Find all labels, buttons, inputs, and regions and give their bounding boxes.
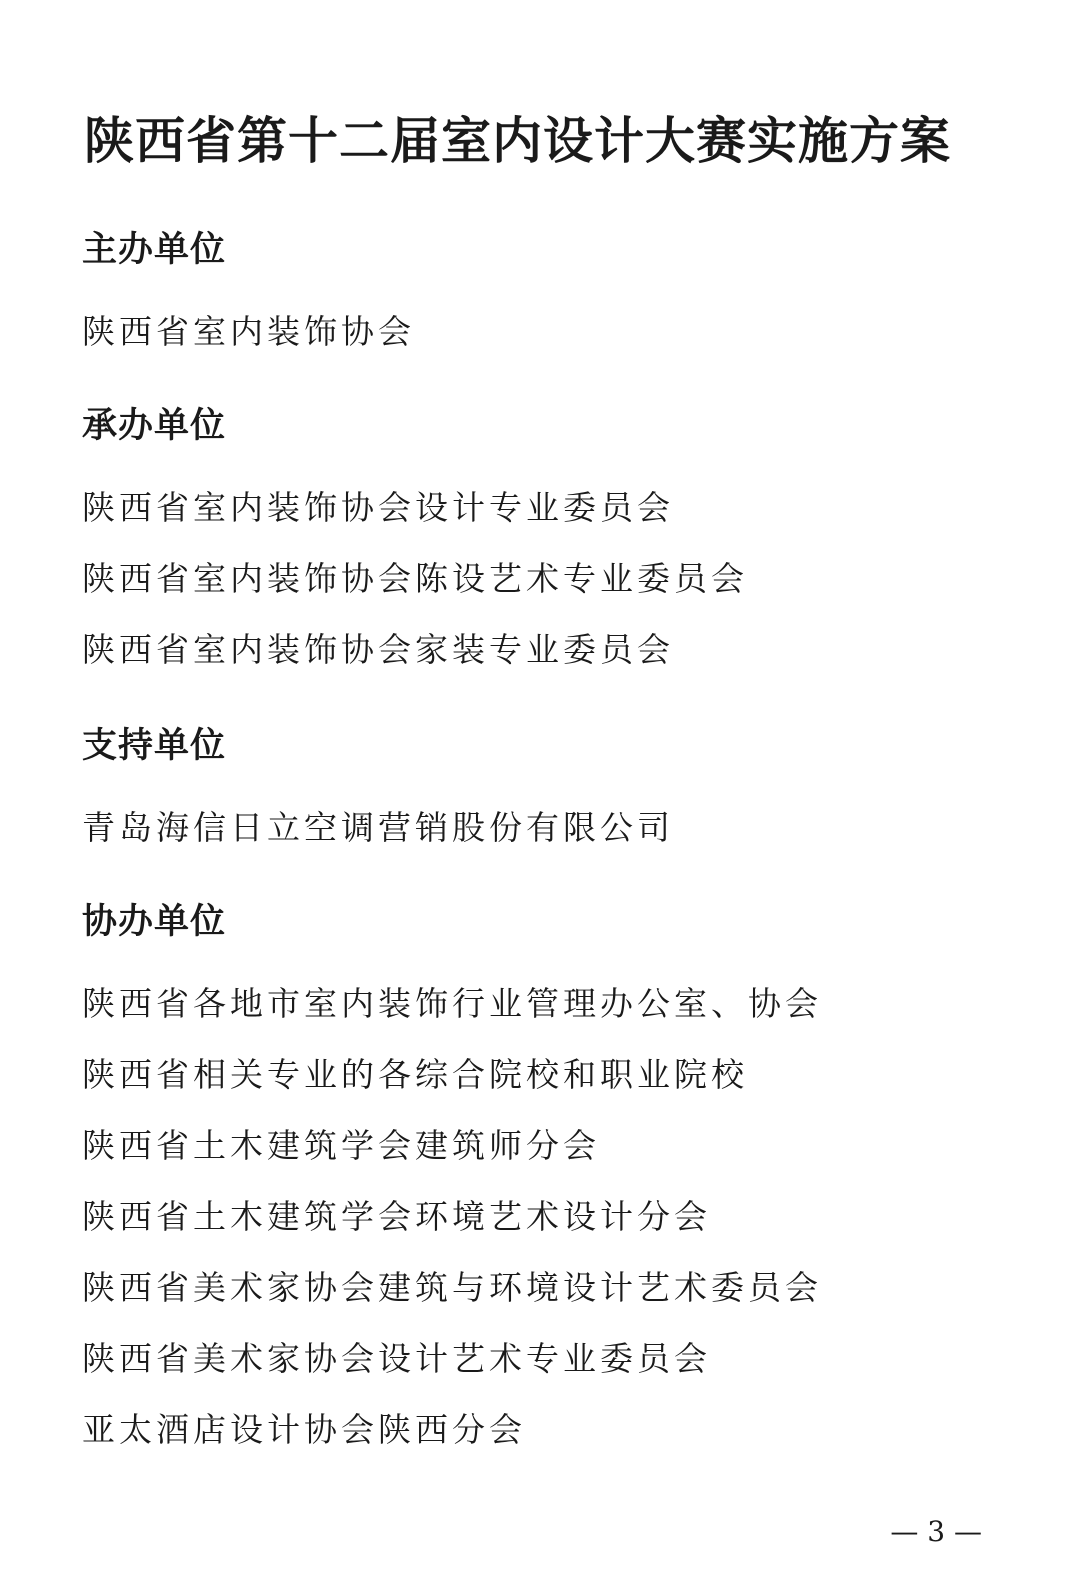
section-co-organizer <box>82 898 1042 1465</box>
list-item: 陕西省室内装饰协会 <box>82 312 415 351</box>
section-heading: 协办单位 <box>82 902 227 942</box>
list-item: 陕西省室内装饰协会家装专业委员会 <box>82 630 674 669</box>
document-title: 陕西省第十二届室内设计大赛实施方案 <box>84 110 951 170</box>
list-item: 陕西省土木建筑学会建筑师分会 <box>82 1126 600 1165</box>
section-heading: 支持单位 <box>82 726 227 766</box>
organization-list <box>82 792 1042 863</box>
list-item: 陕西省室内装饰协会陈设艺术专业委员会 <box>82 559 748 598</box>
page-number: — 3 — <box>890 1515 982 1548</box>
organization-list <box>82 296 1042 367</box>
list-item: 陕西省土木建筑学会环境艺术设计分会 <box>82 1197 711 1236</box>
organization-list <box>82 968 1042 1465</box>
section-heading: 承办单位 <box>82 406 227 446</box>
list-item: 陕西省美术家协会设计艺术专业委员会 <box>82 1339 711 1378</box>
list-item: 陕西省相关专业的各综合院校和职业院校 <box>82 1055 748 1094</box>
organization-list <box>82 472 1042 685</box>
section-heading: 主办单位 <box>82 230 227 270</box>
section-organizer <box>82 226 1042 367</box>
list-item: 陕西省各地市室内装饰行业管理办公室、协会 <box>82 984 822 1023</box>
list-item: 陕西省室内装饰协会设计专业委员会 <box>82 488 674 527</box>
list-item: 青岛海信日立空调营销股份有限公司 <box>82 808 674 847</box>
list-item: 陕西省美术家协会建筑与环境设计艺术委员会 <box>82 1268 822 1307</box>
list-item: 亚太酒店设计协会陕西分会 <box>82 1410 526 1449</box>
section-support <box>82 722 1042 863</box>
section-host <box>82 402 1042 685</box>
